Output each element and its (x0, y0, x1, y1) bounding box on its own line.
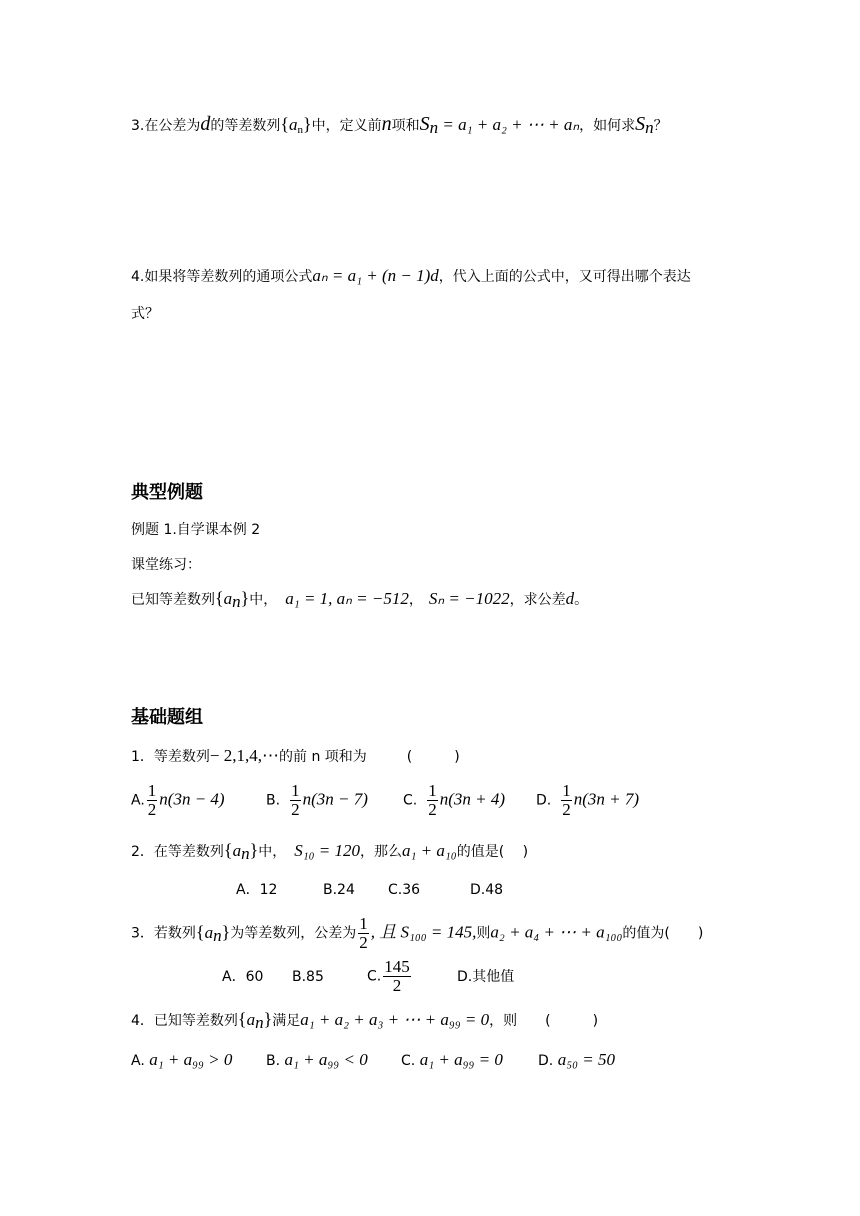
option-d: D.其他值 (457, 968, 515, 985)
q3-d: d (200, 113, 211, 135)
seq-brace: $\{a_n\}$ (223, 840, 259, 863)
option-c: C. $\frac{1}{2}$ n(3n + 4) (403, 781, 506, 819)
basic-q1-options (131, 782, 639, 819)
basic-q2: 2．在等差数列$\{a_n\}$中， S₁₀ = 120，那么a₁ + a₁₀的值是( ) (131, 840, 529, 863)
q3-formula: = a₁ + a₂ + ⋯ + aₙ (438, 115, 580, 134)
basic-q4-options (131, 1050, 615, 1070)
option-d: D. $\frac{1}{2}$ n(3n + 7) (536, 781, 640, 819)
option-c: C. $\frac{145}{2}$ (367, 957, 410, 995)
option-b: B. $\frac{1}{2}$ n(3n − 7) (266, 781, 368, 819)
section-title-basic: 基础题组 (131, 707, 203, 728)
option-a: A. a₁ + a₉₉ > 0 (131, 1050, 233, 1069)
option-a: A．60 (222, 968, 264, 985)
question-3: 3.在公差为d的等差数列$\{a_n\}$中，定义前n项和$S_n = a_1 + a_2$ + ⋯ + aₙ，如何求$S_n$？ (131, 113, 668, 137)
seq-brace: $\{a_n\}$ (237, 1009, 273, 1032)
basic-q4: 4．已知等差数列$\{a_n\}$满足a₁ + a₂ + a₃ + ⋯ + a₉₉ = 0，则 ( ) (131, 1009, 599, 1032)
option-c: C. a₁ + a₉₉ = 0 (401, 1050, 503, 1069)
q3-prefix: 3.在公差为 (131, 118, 201, 134)
basic-q3-options (222, 958, 514, 995)
option-b: B.24 (323, 882, 355, 898)
basic-q1: 1．等差数列− 2,1,4,⋯的前 n 项和为 ( ) (131, 746, 460, 765)
option-d: D. a₅₀ = 50 (538, 1050, 615, 1069)
practice-label: 课堂练习： (131, 557, 201, 573)
practice-problem: 已知等差数列$\{a_n\}$中， a₁ = 1, aₙ = −512， Sₙ = −1022，求公差d。 (131, 588, 589, 611)
question-4-line2: 式？ (131, 306, 159, 322)
option-b: B. a₁ + a₉₉ < 0 (266, 1050, 368, 1069)
q4-formula: aₙ = a₁ + (n − 1)d (312, 266, 439, 285)
option-b: B.85 (292, 968, 324, 985)
option-a: A. $\frac{1}{2}$ n(3n − 4) (131, 781, 225, 819)
section-title-examples: 典型例题 (131, 482, 203, 503)
basic-q3: 3．若数列$\{a_n\}$为等差数列，公差为 $\frac{1}{2}$ , 且 S₁₀₀ = 145,则a₂ + a₄ + ⋯ + a₁₀₀的值为( ) (131, 914, 704, 952)
basic-q2-options (236, 879, 503, 899)
seq-brace: $\{a_n\}$ (215, 588, 250, 611)
option-d: D.48 (470, 882, 504, 898)
example-1: 例题 1.自学课本例 2 (131, 522, 261, 538)
option-a: A．12 (236, 882, 278, 898)
question-4: 4.如果将等差数列的通项公式aₙ = a₁ + (n − 1)d，代入上面的公式中，又可得出哪个表达 (131, 266, 691, 285)
q3-text: 的等差数列 (210, 118, 281, 134)
seq-brace: $\{a_n\}$ (195, 921, 231, 945)
seq-brace: $\{a_n\}$ (280, 114, 312, 136)
option-c: C.36 (388, 882, 421, 898)
